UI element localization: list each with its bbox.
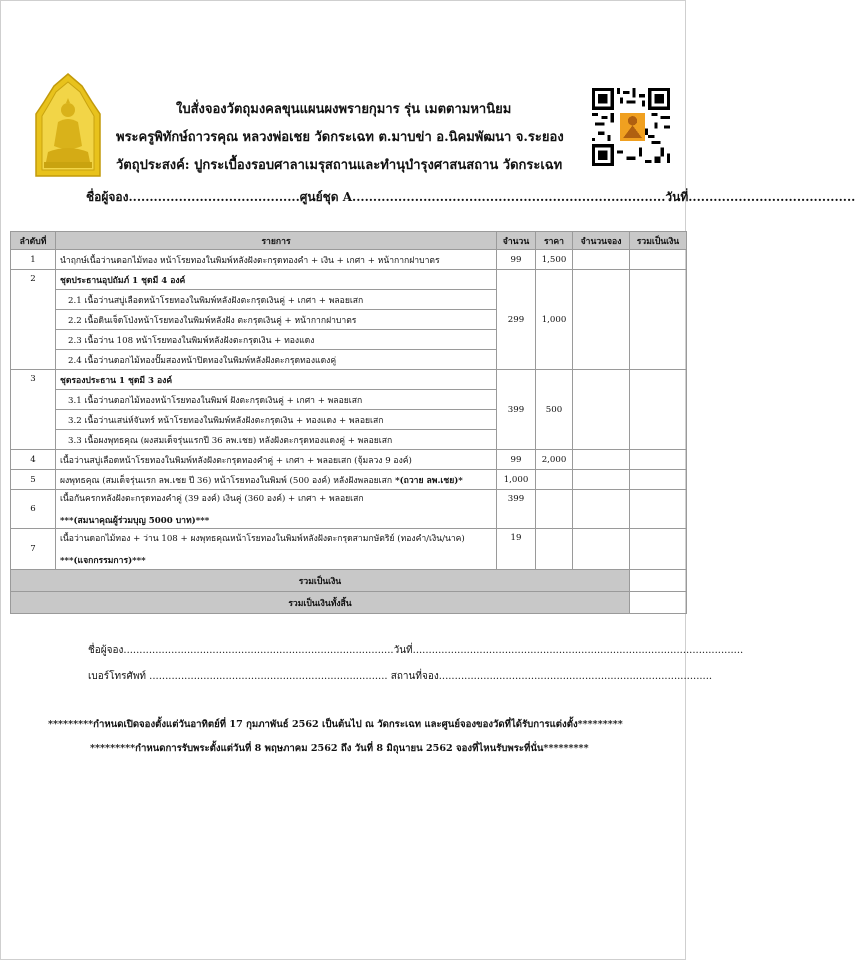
header-item: รายการ — [56, 232, 497, 250]
amulet-image — [30, 72, 106, 180]
row-quantity: 1,000 — [497, 470, 536, 490]
row-item: นำฤกษ์เนื้อว่านดอกไม้ทอง หน้าโรยทองในพิมพ์หลังฝังตะกรุดทองคำ + เงิน + เกศา + หน้ากากฝาบาตร — [56, 250, 497, 270]
row-subitem: 3.3 เนื้อผงพุทธคุณ (ผงสมเด็จรุ่นแรกปี 36 ลพ.เชย) หลังฝังตะกรุดทองแดงคู่ + พลอยเสก — [56, 430, 497, 450]
row-item-cell — [56, 490, 497, 529]
row-price — [536, 529, 573, 570]
row-price: 2,000 — [536, 450, 573, 470]
row-index: 7 — [11, 529, 56, 570]
header-quantity: จำนวน — [497, 232, 536, 250]
row-quantity: 299 — [497, 270, 536, 370]
row-set-title: ชุดรองประธาน 1 ชุดมี 3 องค์ — [56, 370, 497, 390]
total-cell[interactable] — [630, 270, 687, 370]
row-price: 1,000 — [536, 270, 573, 370]
row-item-note: ***(สมนาคุณผู้ร่วมบุญ 5000 บาท)*** — [60, 516, 210, 526]
booked-cell[interactable] — [573, 270, 630, 370]
signature-name-date-line[interactable]: ชื่อผู้จอง.....................................................................................วันที่........................................................................................................ — [88, 645, 744, 656]
row-item-cell — [56, 529, 497, 570]
booked-cell[interactable] — [573, 450, 630, 470]
purpose-line: วัตถุประสงค์: ปูกระเบื้องรอบศาลาเมรุสถานและทำนุบำรุงศาสนสถาน วัดกระเฉท — [116, 158, 563, 173]
pickup-period-note: *********กำหนดการรับพระตั้งแต่วันที่ 8 พฤษภาคม 2562 ถึง วันที่ 8 มิถุนายน 2562 จองที่ไหนรับพระที่นั่น********* — [90, 743, 589, 754]
row-price: 1,500 — [536, 250, 573, 270]
row-index: 1 — [11, 250, 56, 270]
row-item-note: *(ถวาย ลพ.เชย)* — [392, 475, 463, 486]
table-row — [11, 529, 687, 570]
booked-cell[interactable] — [573, 370, 630, 450]
row-subitem: 3.1 เนื้อว่านดอกไม้ทองหน้าโรยทองในพิมพ์ ฝังตะกรุดเงินคู่ + เกศา + พลอยเสก — [56, 390, 497, 410]
table-row — [11, 270, 687, 290]
grand-total-cell[interactable] — [630, 592, 687, 614]
row-quantity: 19 — [497, 529, 536, 570]
grand-total-row — [11, 592, 687, 614]
signature-phone-place-line[interactable]: เบอร์โทรศัพท์ ........................................................................... สถานที่จอง...................................................................................... — [88, 671, 713, 682]
row-subitem: 2.2 เนื้อดินเจ็ดโป่งหน้าโรยทองในพิมพ์หลังฝัง ตะกรุดเงินคู่ + หน้ากากฝาบาตร — [56, 310, 497, 330]
total-cell[interactable] — [630, 250, 687, 270]
booked-cell[interactable] — [573, 490, 630, 529]
row-subitem: 2.4 เนื้อว่านดอกไม้ทองปั๊มสองหน้าปิดทองในพิมพ์หลังฝังตะกรุดทองแดงคู่ — [56, 350, 497, 370]
row-item: เนื้อว่านสบู่เลือดหน้าโรยทองในพิมพ์หลังฝังตะกรุดทองคำคู่ + เกศา + พลอยเสก (จุ้มลวง 9 องค์) — [56, 450, 497, 470]
header-total: รวมเป็นเงิน — [630, 232, 687, 250]
order-table — [10, 231, 687, 614]
header-index: ลำดับที่ — [11, 232, 56, 250]
row-quantity: 399 — [497, 490, 536, 529]
row-quantity: 99 — [497, 450, 536, 470]
subtotal-cell[interactable] — [630, 570, 687, 592]
form-title: ใบสั่งจองวัตถุมงคลขุนแผนผงพรายกุมาร รุ่น เมตตามหานิยม — [176, 102, 512, 117]
row-item: เนื้อว่านดอกไม้ทอง + ว่าน 108 + ผงพุทธคุณหน้าโรยทองในพิมพ์หลังฝังตะกรุดสามกษัตริย์ (ทองคำ/เงิน/นาค) — [60, 534, 465, 544]
subtotal-label: รวมเป็นเงิน — [11, 570, 630, 592]
monk-temple-line: พระครูพิทักษ์ถาวรคุณ หลวงพ่อเชย วัดกระเฉท ต.มาบข่า อ.นิคมพัฒนา จ.ระยอง — [116, 130, 564, 145]
row-price — [536, 490, 573, 529]
row-index: 4 — [11, 450, 56, 470]
row-index: 2 — [11, 270, 56, 370]
row-item: ผงพุทธคุณ (สมเด็จรุ่นแรก ลพ.เชย ปี 36) หน้าโรยทองในพิมพ์ (500 องค์) หลังฝังพลอยเสก — [60, 475, 393, 486]
row-index: 6 — [11, 490, 56, 529]
row-subitem: 2.1 เนื้อว่านสบู่เลือดหน้าโรยทองในพิมพ์หลังฝังตะกรุดเงินคู่ + เกศา + พลอยเสก — [56, 290, 497, 310]
booked-cell[interactable] — [573, 529, 630, 570]
table-row — [11, 450, 687, 470]
header-booked: จำนวนจอง — [573, 232, 630, 250]
qr-code-image — [592, 88, 670, 166]
booking-period-note: *********กำหนดเปิดจองตั้งแต่วันอาทิตย์ที่ 17 กุมภาพันธ์ 2562 เป็นต้นไป ณ วัดกระเฉท และศูนย์จองของวัดที่ได้รับการแต่งตั้ง********* — [48, 719, 623, 730]
booked-cell[interactable] — [573, 470, 630, 490]
row-index: 5 — [11, 470, 56, 490]
row-subitem: 3.2 เนื้อว่านเสน่ห์จันทร์ หน้าโรยทองในพิมพ์หลังฝังตะกรุดเงิน + ทองแดง + พลอยเสก — [56, 410, 497, 430]
table-row — [11, 490, 687, 529]
booker-info-line: ชื่อผู้จอง.........................................ศูนย์ชุด A...........................................................................วันที่........................................ — [86, 190, 855, 204]
table-row — [11, 370, 687, 390]
row-price: 500 — [536, 370, 573, 450]
row-price — [536, 470, 573, 490]
booked-cell[interactable] — [573, 250, 630, 270]
total-cell[interactable] — [630, 370, 687, 450]
row-item-cell — [56, 470, 497, 490]
total-cell[interactable] — [630, 470, 687, 490]
row-subitem: 2.3 เนื้อว่าน 108 หน้าโรยทองในพิมพ์หลังฝังตะกรุดเงิน + ทองแดง — [56, 330, 497, 350]
row-quantity: 399 — [497, 370, 536, 450]
row-index: 3 — [11, 370, 56, 450]
table-row — [11, 250, 687, 270]
row-quantity: 99 — [497, 250, 536, 270]
row-item: เนื้อกันครกหลังฝังตะกรุดทองคำคู่ (39 องค์) เงินคู่ (360 องค์) + เกศา + พลอยเสก — [60, 494, 364, 504]
total-cell[interactable] — [630, 529, 687, 570]
header-price: ราคา — [536, 232, 573, 250]
row-set-title: ชุดประธานอุปถัมภ์ 1 ชุดมี 4 องค์ — [56, 270, 497, 290]
table-row — [11, 470, 687, 490]
grand-total-label: รวมเป็นเงินทั้งสิ้น — [11, 592, 630, 614]
table-header-row — [11, 232, 687, 250]
subtotal-row — [11, 570, 687, 592]
row-item-note: ***(แจกกรรมการ)*** — [60, 556, 146, 566]
total-cell[interactable] — [630, 450, 687, 470]
total-cell[interactable] — [630, 490, 687, 529]
